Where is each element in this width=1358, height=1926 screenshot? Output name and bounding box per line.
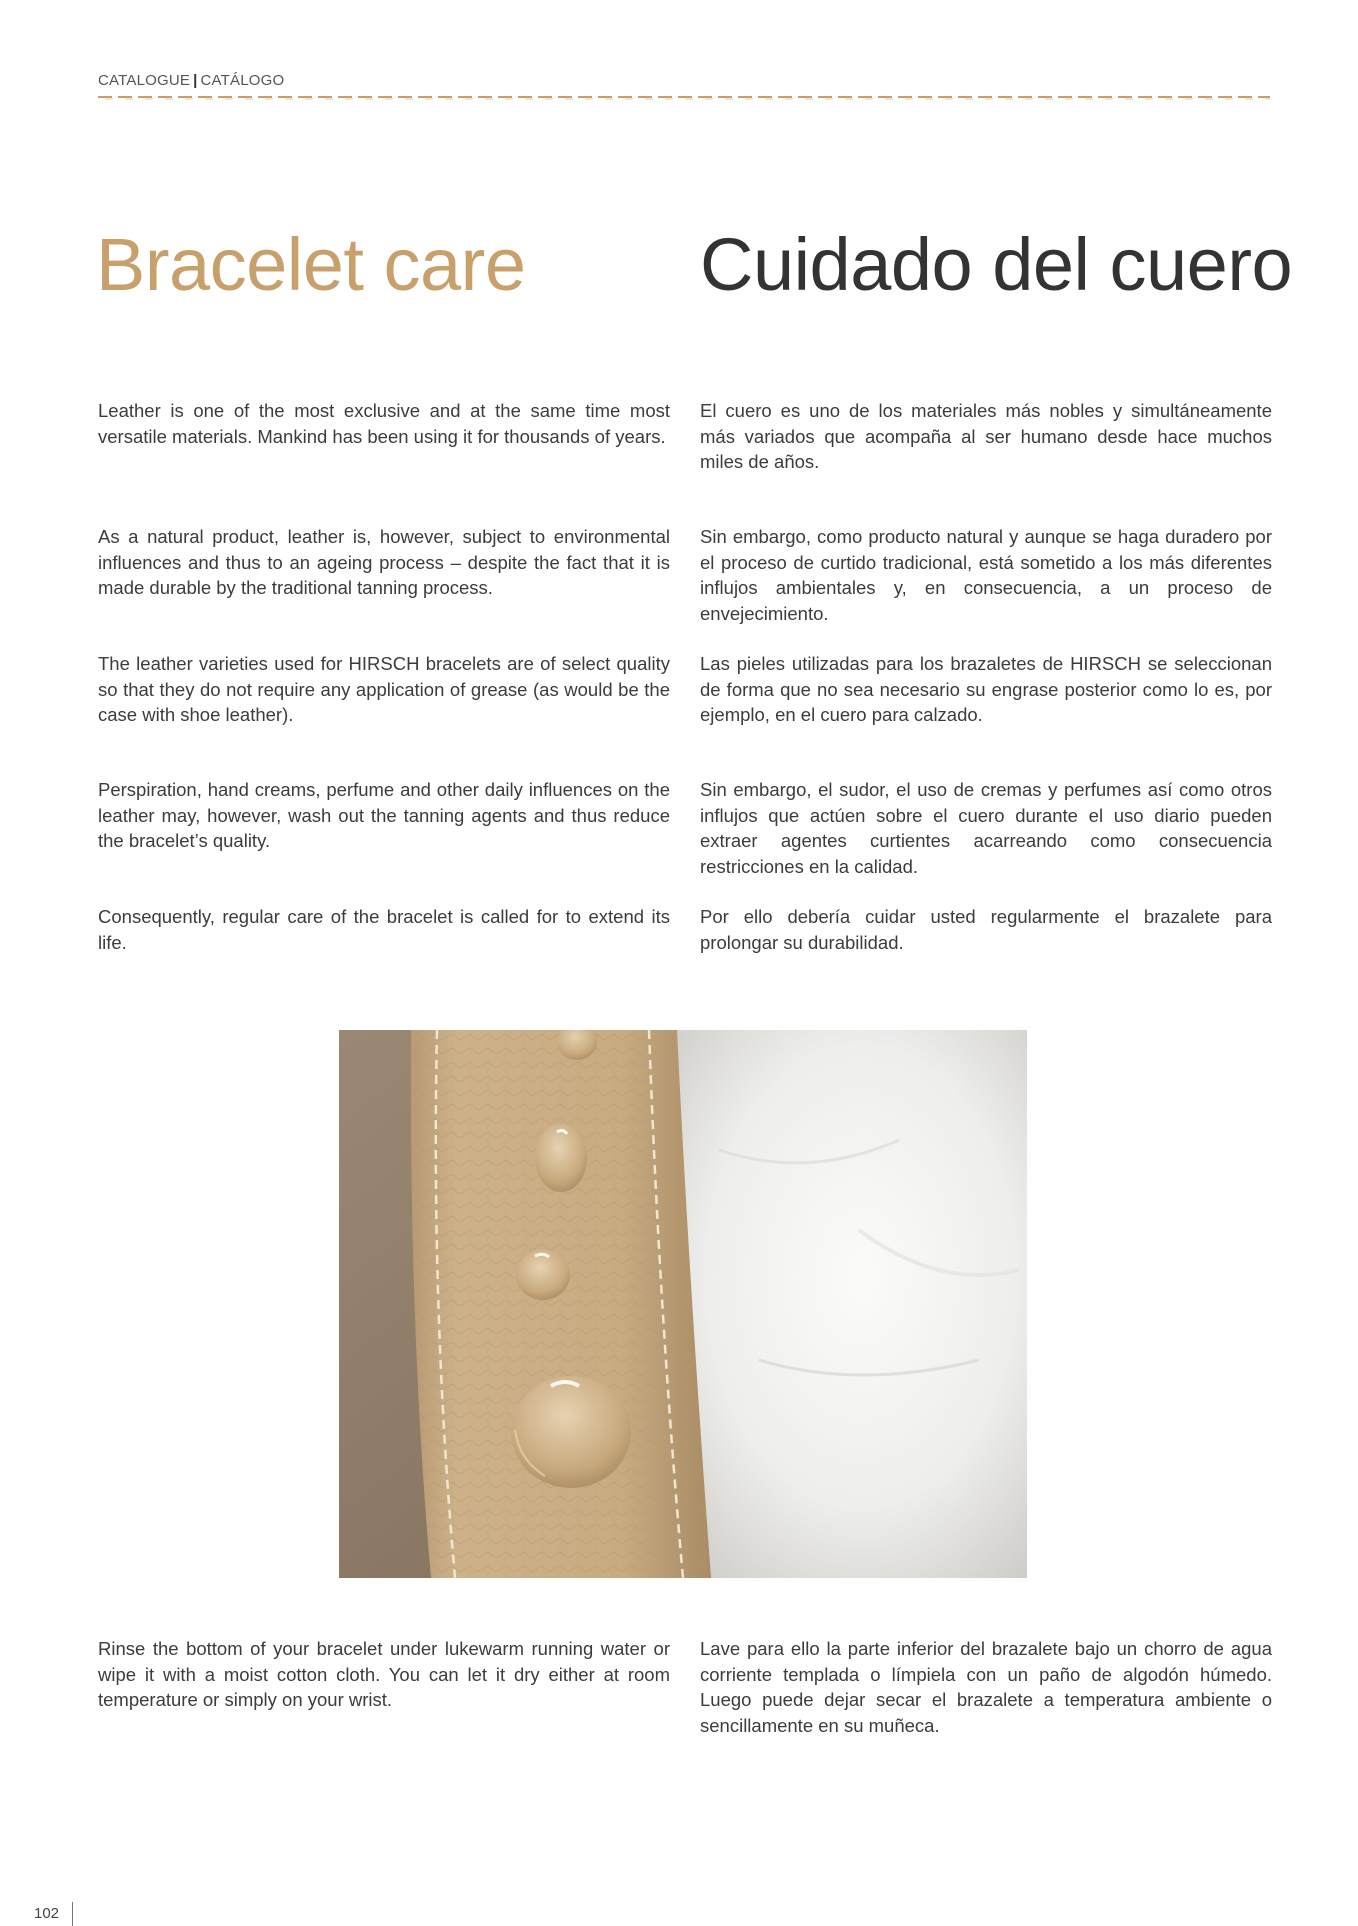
page-number: 102 [34,1905,60,1922]
paragraph-en-1: Leather is one of the most exclusive and at the same time most versatile materials. Mankind has been using it for thousands of years. [98,400,670,447]
header-label-es: CATÁLOGO [200,72,285,89]
paragraph-en-4: Perspiration, hand creams, perfume and other daily influences on the leather may, however, wash out the tanning agents and thus reduce the bracelet’s quality. [98,779,670,851]
paragraph-en-3: The leather varieties used for HIRSCH bracelets are of select quality so that they do not require any application of grease (as would be the case with shoe leather). [98,653,670,725]
paragraph-es-2: Sin embargo, como producto natural y aunque se haga duradero por el proceso de curtido tradicional, está sometido a los más diferentes influjos ambientales y, en consecuencia, a un proceso de envejecimiento. [700,526,1272,624]
page-number-divider [72,1902,73,1926]
header-dashed-rule [98,95,1270,101]
paragraph-es-4: Sin embargo, el sudor, el uso de cremas y perfumes así como otros influjos que actúen sobre el cuero durante el uso diario pueden extraer agentes curtientes acarreando como consecuencia restricciones en la calidad. [700,779,1272,877]
paragraph-en-5: Consequently, regular care of the bracelet is called for to extend its life. [98,906,670,953]
leather-strap-illustration [339,1030,1027,1578]
paragraph-es-1: El cuero es uno de los materiales más nobles y simultáneamente más variados que acompaña al ser humano desde hace muchos miles de años. [700,400,1272,472]
page-title-es: Cuidado del cuero [700,223,1293,306]
bottom-paragraph-en: Rinse the bottom of your bracelet under lukewarm running water or wipe it with a moist cotton cloth. You can let it dry either at room temperature or simply on your wrist. [98,1638,670,1710]
paragraph-es-5: Por ello debería cuidar usted regularmente el brazalete para prolongar su durabilidad. [700,906,1272,953]
catalogue-header [98,72,284,89]
page-title-en: Bracelet care [96,223,526,306]
bottom-paragraph-es: Lave para ello la parte inferior del brazalete bajo un chorro de agua corriente templada o límpiela con un paño de algodón húmedo. Luego puede dejar secar el brazalete a temperatura ambiente o sencillamente en su muñeca. [700,1638,1272,1736]
paragraph-en-2: As a natural product, leather is, however, subject to environmental influences and thus to an ageing process – despite the fact that it is made durable by the traditional tanning process. [98,526,670,598]
leather-strap-photo [339,1030,1027,1578]
header-label-en: CATALOGUE [98,72,191,89]
header-separator: | [193,72,198,89]
paragraph-es-3: Las pieles utilizadas para los brazaletes de HIRSCH se seleccionan de forma que no sea necesario su engrase posterior como lo es, por ejemplo, en el cuero para calzado. [700,653,1272,725]
